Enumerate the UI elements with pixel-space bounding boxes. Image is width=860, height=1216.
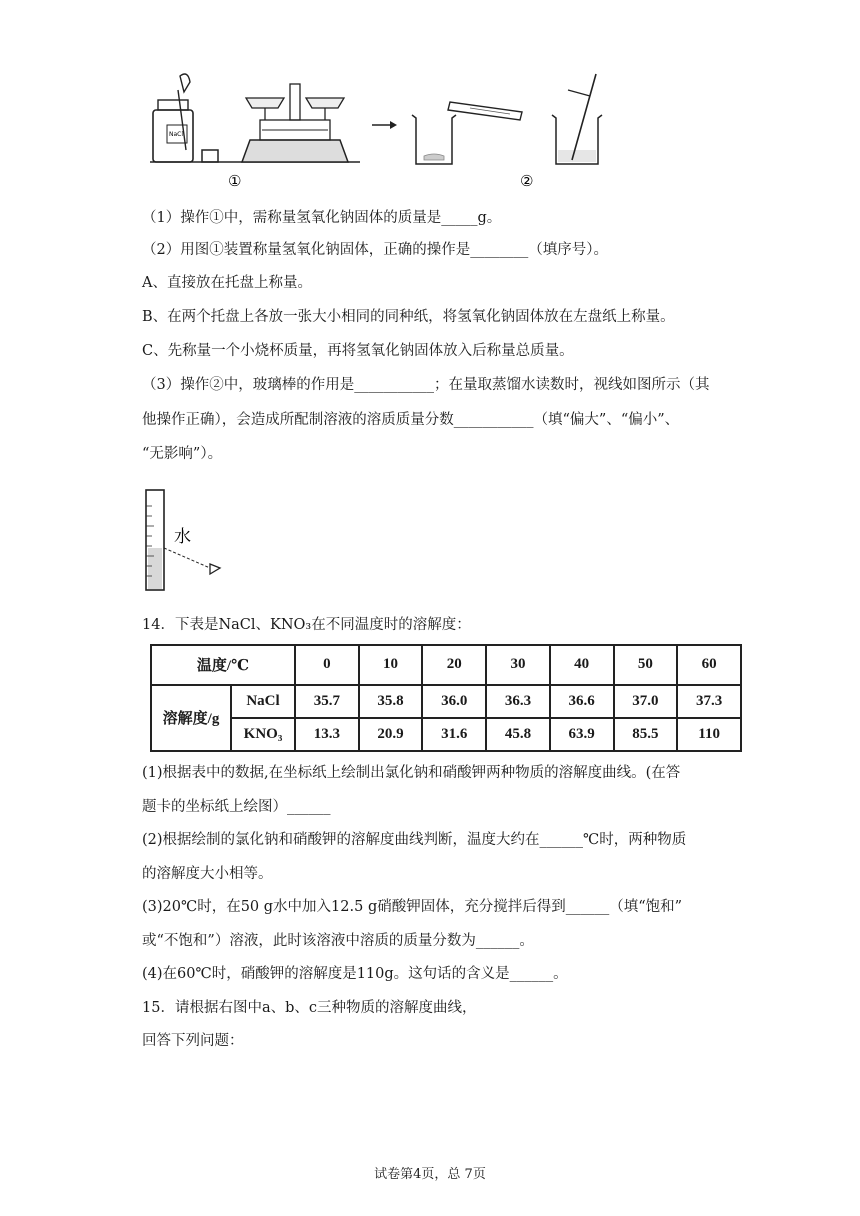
value-cell: 35.7: [295, 685, 359, 718]
q13-option-c: C、先称量一个小烧杯质量，再将氢氧化钠固体放入后称量总质量。: [142, 343, 574, 359]
water-label: 水: [174, 527, 191, 547]
q14-sub1-line2: 题卡的坐标纸上绘图）______: [142, 799, 331, 815]
q14-sub4: (4)在60℃时，硝酸钾的溶解度是110g。这句话的含义是______。: [142, 966, 568, 982]
q13-part3-line2: 他操作正确），会造成所配制溶液的溶质质量分数___________（填“偏大”、“偏小”、: [142, 412, 680, 428]
value-cell: 31.6: [422, 718, 486, 751]
figure-label-2: ②: [520, 172, 534, 190]
q14-intro: 14．下表是NaCl、KNO₃在不同温度时的溶解度：: [142, 617, 471, 633]
value-cell: 20.9: [359, 718, 423, 751]
q13-part3-line3: “无影响”）。: [142, 446, 223, 462]
table-row: [151, 645, 741, 685]
value-cell: 45.8: [486, 718, 550, 751]
q13-part3-line1: （3）操作②中，玻璃棒的作用是___________；在量取蒸馏水读数时，视线如图所示（其: [142, 377, 710, 393]
beaker-pouring: [412, 102, 522, 164]
value-cell: 36.6: [550, 685, 614, 718]
q14-sub3-line1: (3)20℃时，在50 g水中加入12.5 g硝酸钾固体，充分搅拌后得到______（填“饱和”: [142, 899, 683, 915]
value-cell: 37.3: [677, 685, 741, 718]
figure-weighing-dissolving: [150, 70, 610, 195]
value-cell: 36.3: [486, 685, 550, 718]
solubility-table: [150, 644, 742, 752]
q14-sub1-line1: (1)根据表中的数据,在坐标纸上绘制出氯化钠和硝酸钾两种物质的溶解度曲线。(在答: [142, 765, 681, 781]
value-cell: 36.0: [422, 685, 486, 718]
table-row: [151, 685, 741, 718]
temp-cell: 40: [550, 645, 614, 685]
page-footer: 试卷第4页，总 7页: [374, 1167, 486, 1182]
temp-cell: 60: [677, 645, 741, 685]
reagent-jar: [153, 74, 193, 162]
jar-label: NaCl: [169, 131, 184, 138]
q14-sub2-line2: 的溶解度大小相等。: [142, 866, 273, 882]
row-solubility-label: 溶解度/g: [151, 685, 231, 751]
figure-graduated-cylinder: [140, 486, 240, 592]
q14-sub3-line2: 或“不饱和”）溶液，此时该溶液中溶质的质量分数为______。: [142, 933, 534, 949]
figure-label-1: ①: [228, 172, 242, 190]
value-cell: 110: [677, 718, 741, 751]
q13-part1: （1）操作①中，需称量氢氧化钠固体的质量是_____g。: [142, 210, 502, 226]
q13-option-a: A、直接放在托盘上称量。: [142, 275, 312, 291]
value-cell: 85.5: [614, 718, 678, 751]
value-cell: 13.3: [295, 718, 359, 751]
temp-cell: 0: [295, 645, 359, 685]
temp-cell: 50: [614, 645, 678, 685]
substance-name: NaCl: [231, 685, 295, 718]
beaker-stirring: [552, 74, 602, 164]
eye-icon: [210, 564, 220, 574]
temp-cell: 20: [422, 645, 486, 685]
q13-part2: （2）用图①装置称量氢氧化钠固体，正确的操作是________（填序号）。: [142, 242, 608, 258]
value-cell: 63.9: [550, 718, 614, 751]
header-temperature-label: 温度/℃: [151, 645, 295, 685]
weight-block: [202, 150, 218, 162]
temp-cell: 30: [486, 645, 550, 685]
q15-line2: 回答下列问题：: [142, 1033, 244, 1049]
q13-option-b: B、在两个托盘上各放一张大小相同的同种纸，将氢氧化钠固体放在左盘纸上称量。: [142, 309, 675, 325]
balance: [242, 84, 348, 162]
q14-sub2-line1: (2)根据绘制的氯化钠和硝酸钾的溶解度曲线判断，温度大约在______℃时，两种物质: [142, 832, 687, 848]
substance-name: KNO₃: [231, 718, 295, 751]
value-cell: 37.0: [614, 685, 678, 718]
value-cell: 35.8: [359, 685, 423, 718]
temp-cell: 10: [359, 645, 423, 685]
table-row: [151, 718, 741, 751]
arrow-right-icon: [372, 121, 397, 129]
q15-line1: 15．请根据右图中a、b、c三种物质的溶解度曲线，: [142, 1000, 477, 1016]
